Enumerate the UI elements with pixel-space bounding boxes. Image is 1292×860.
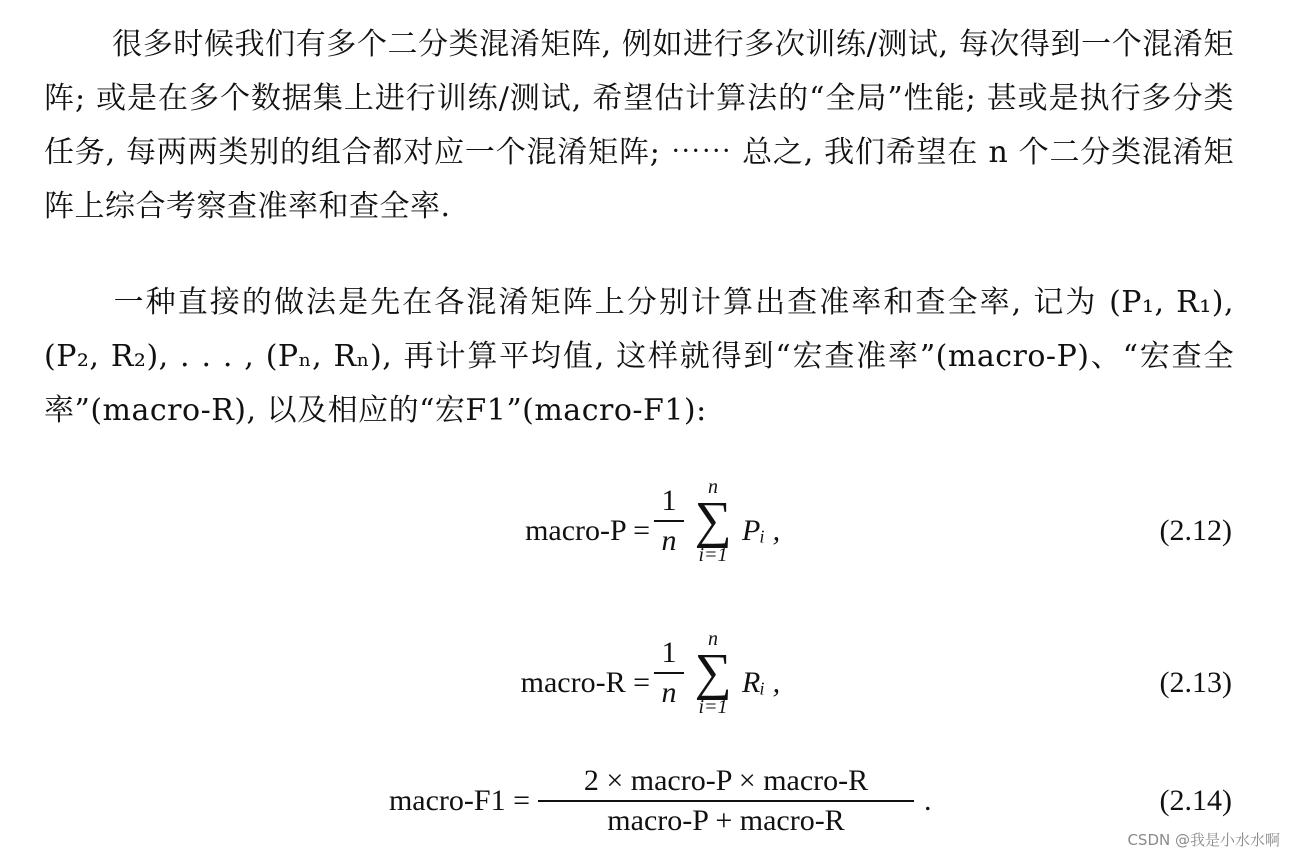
fraction — [654, 636, 684, 710]
equation-number: (2.12) — [1159, 514, 1232, 547]
sum-upper-limit: n — [708, 476, 718, 498]
fraction-numerator: 1 — [661, 636, 677, 669]
equation-term: . — [924, 784, 932, 817]
paragraph-multiple-confusion-matrices — [44, 18, 1234, 234]
sum-upper-limit: n — [708, 628, 718, 650]
equation-term: Rᵢ , — [742, 666, 781, 699]
sum-lower-limit: i=1 — [698, 696, 728, 718]
fraction-numerator: 2 × macro-P × macro-R — [583, 764, 869, 797]
equation-lhs: macro-P = — [525, 514, 650, 547]
sum-lower-limit: i=1 — [698, 544, 728, 566]
sigma-symbol: ∑ — [694, 492, 732, 549]
equation-lhs: macro-F1 = — [388, 784, 530, 817]
equation-macro-r — [0, 628, 1292, 746]
fraction-bar — [654, 672, 684, 674]
sigma-symbol: ∑ — [694, 644, 732, 701]
summation — [688, 476, 738, 566]
paragraph-macro-average — [44, 276, 1234, 438]
fraction-denominator: macro-P + macro-R — [607, 804, 845, 837]
equation-macro-p — [0, 476, 1292, 594]
fraction-numerator: 1 — [661, 484, 677, 517]
equation-macro-f1 — [0, 764, 1292, 850]
equation-number: (2.13) — [1159, 666, 1232, 699]
equation-number: (2.14) — [1159, 784, 1232, 817]
fraction-bar — [654, 520, 684, 522]
summation — [688, 628, 738, 718]
fraction-denominator: n — [661, 676, 677, 709]
paragraph-text: 一种直接的做法是先在各混淆矩阵上分别计算出查准率和查全率, 记为 (P₁, R₁), (P₂, R₂), . . . , (Pₙ, Rₙ), 再计算平均值, 这样就得到“宏查准率”(macro-P)、“宏查全率”(macro-R), 以及相应的“宏F1”(macro-F1): — [44, 285, 1234, 428]
csdn-watermark: CSDN @我是小水水啊 — [1127, 831, 1280, 849]
fraction — [654, 484, 684, 558]
fraction — [538, 764, 914, 838]
paragraph-text: 很多时候我们有多个二分类混淆矩阵, 例如进行多次训练/测试, 每次得到一个混淆矩阵; 或是在多个数据集上进行训练/测试, 希望估计算法的“全局”性能; 甚或是执行多分类任务, 每两两类别的组合都对应一个混淆矩阵; ⋯⋯ 总之, 我们希望在 n 个二分类混淆矩阵上综合考察查准率和查全率. — [44, 27, 1234, 224]
fraction-bar — [538, 800, 914, 802]
equation-lhs: macro-R = — [520, 666, 650, 699]
fraction-denominator: n — [661, 524, 677, 557]
equation-term: Pᵢ , — [742, 514, 781, 547]
